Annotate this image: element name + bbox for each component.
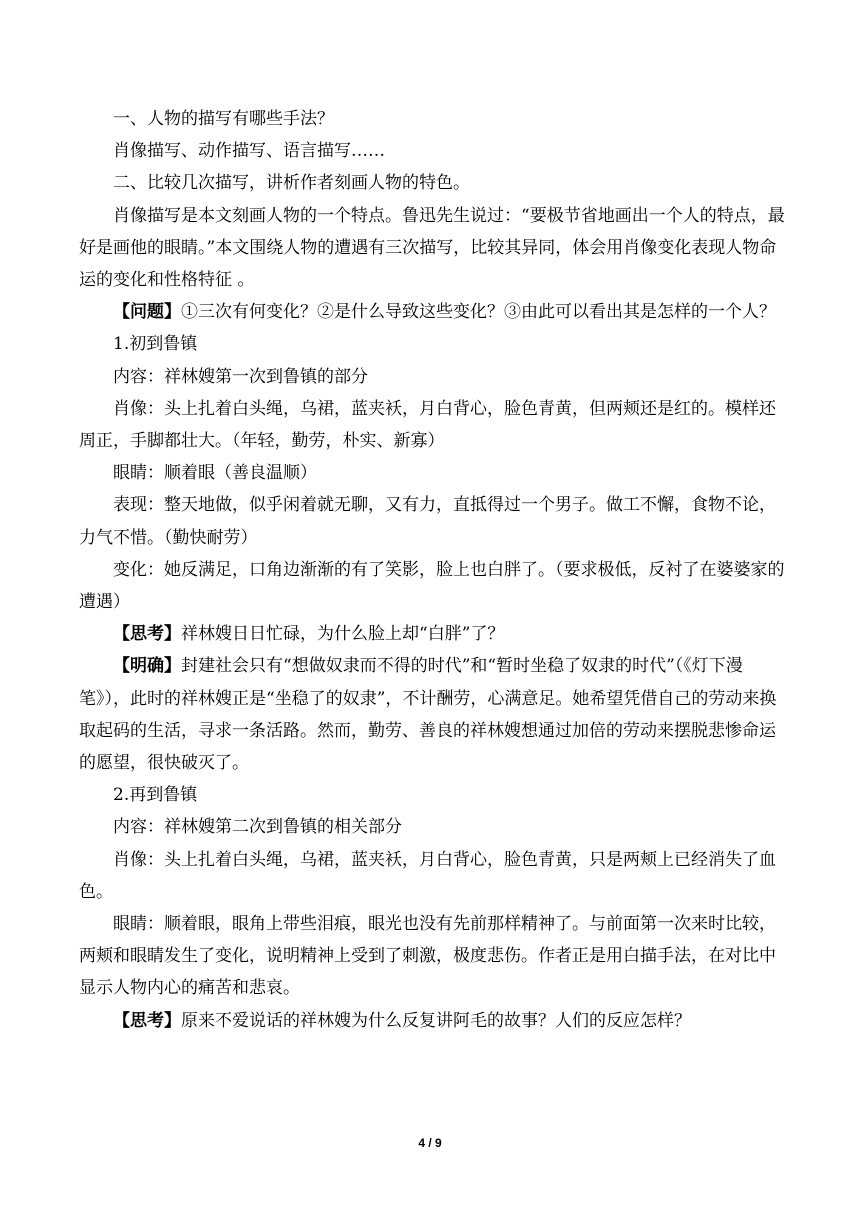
- question-heading-2: 二、比较几次描写，讲析作者刻画人物的特色。: [113, 173, 470, 194]
- behavior-paragraph-1: 表现：整天地做，似乎闲着就无聊，又有力，直抵得过一个男子。做工不懈，食物不论，力气不惜。（勤快耐劳）: [79, 495, 776, 548]
- page-number: 4 / 9: [418, 1136, 442, 1150]
- portrait-paragraph-2: 肖像：头上扎着白头绳，乌裙，蓝夹袄，月白背心，脸色青黄，只是两颊上已经消失了血色。: [79, 849, 776, 902]
- portrait-paragraph-1: 肖像：头上扎着白头绳，乌裙，蓝夹袄，月白背心，脸色青黄，但两颊还是红的。模样还周正，手脚都壮大。（年轻，勤劳，朴实、新寡）: [79, 398, 776, 452]
- answer-paragraph-1: 肖像描写、动作描写、语言描写……: [113, 141, 385, 162]
- content-paragraph-2: 内容：祥林嫂第二次到鲁镇的相关部分: [113, 817, 402, 838]
- document-body: [79, 103, 785, 1037]
- section-heading-2: 2.再到鲁镇: [113, 785, 198, 806]
- clarify-paragraph: 【明确】封建社会只有“想做奴隶而不得的时代”和“暂时坐稳了奴隶的时代”（《灯下漫笔》），此时的祥林嫂正是“坐稳了的奴隶”，不计酬劳，心满意足。她希望凭借自己的劳动来换取起码的生活，寻求一条活路。然而，勤劳、善良的祥林嫂想通过加倍的劳动来摆脱悲惨命运的愿望，很快破灭了。: [79, 656, 777, 774]
- section-heading-1: 1.初到鲁镇: [113, 334, 198, 355]
- think-label-2: 【思考】: [113, 1010, 181, 1031]
- question-paragraph: 【问题】①三次有何变化？②是什么导致这些变化？③由此可以看出其是怎样的一个人？: [113, 302, 776, 323]
- intro-paragraph: 肖像描写是本文刻画人物的一个特点。鲁迅先生说过：“要极节省地画出一个人的特点，最好是画他的眼睛。”本文围绕人物的遭遇有三次描写，比较其异同，体会用肖像变化表现人物命运的变化和性格特征 。: [79, 205, 785, 291]
- clarify-label: 【明确】: [113, 656, 181, 677]
- eyes-paragraph-2: 眼睛：顺着眼，眼角上带些泪痕，眼光也没有先前那样精神了。与前面第一次来时比较，两颊和眼睛发生了变化，说明精神上受到了刺激，极度悲伤。作者正是用白描手法，在对比中显示人物内心的痛苦和悲哀。: [79, 914, 776, 999]
- think-paragraph-2: 【思考】原来不爱说话的祥林嫂为什么反复讲阿毛的故事？人们的反应怎样？: [113, 1010, 691, 1031]
- question-label: 【问题】: [113, 302, 181, 323]
- think-label: 【思考】: [113, 624, 181, 645]
- question-heading-1: 一、人物的描写有哪些手法？: [113, 109, 334, 129]
- content-paragraph-1: 内容：祥林嫂第一次到鲁镇的部分: [113, 366, 368, 387]
- think-paragraph-1: 【思考】祥林嫂日日忙碌，为什么脸上却“白胖”了？: [113, 624, 505, 645]
- change-paragraph-1: 变化：她反满足，口角边渐渐的有了笑影，脸上也白胖了。（要求极低，反衬了在婆婆家的遭遇）: [79, 559, 785, 613]
- eyes-paragraph-1: 眼睛：顺着眼（善良温顺）: [113, 463, 317, 484]
